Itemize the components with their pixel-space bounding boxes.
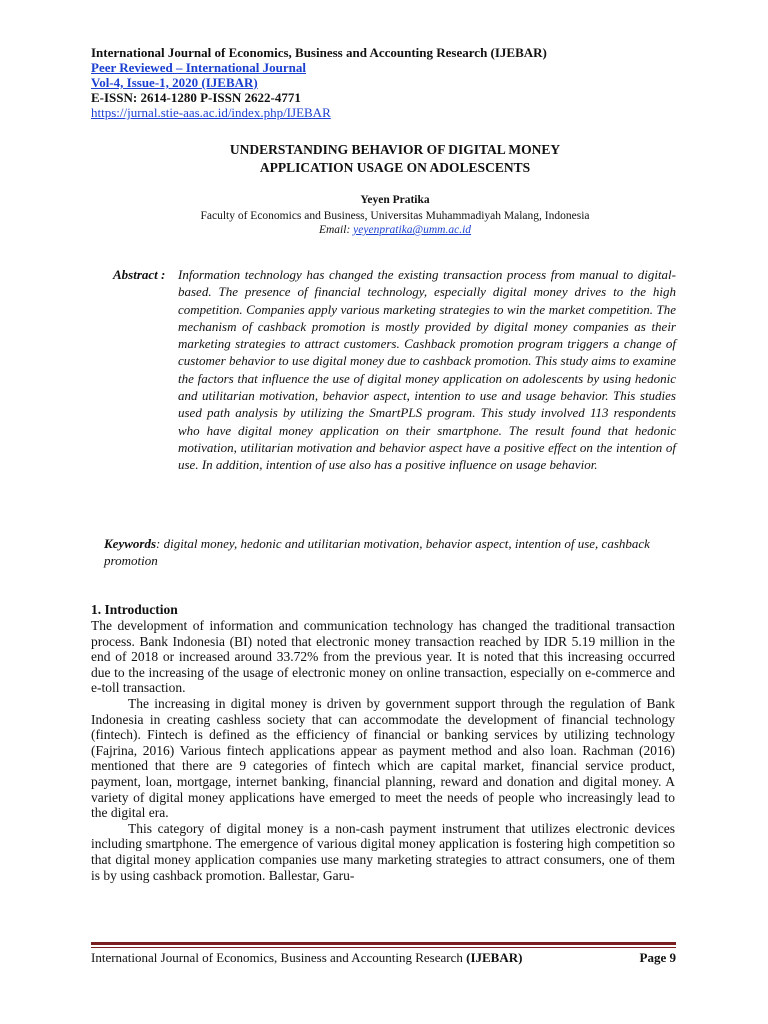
peer-reviewed-link[interactable]: Peer Reviewed – International Journal <box>91 60 306 75</box>
keywords-label: Keywords <box>104 536 156 551</box>
footer-journal-abbr: (IJEBAR) <box>466 950 523 965</box>
paper-title <box>90 141 700 177</box>
author-affiliation: Faculty of Economics and Business, Universitas Muhammadiyah Malang, Indonesia <box>200 210 590 222</box>
abstract-label: Abstract : <box>113 267 166 282</box>
footer-journal-name: International Journal of Economics, Business and Accounting Research <box>91 950 467 965</box>
email-link[interactable]: yeyenpratika@umm.ac.id <box>353 224 472 236</box>
issn-line: E-ISSN: 2614-1280 P-ISSN 2622-4771 <box>91 90 301 105</box>
page-number: Page 9 <box>639 950 676 965</box>
email-label: Email: <box>318 224 354 236</box>
page-footer <box>91 950 676 966</box>
keywords-text: : digital money, hedonic and utilitarian motivation, behavior aspect, intention of use, cashback promotion <box>104 536 650 569</box>
paper-title-line-1: UNDERSTANDING BEHAVIOR OF DIGITAL MONEY <box>229 142 561 157</box>
author-name: Yeyen Pratika <box>360 194 430 206</box>
footer-divider <box>91 942 676 945</box>
abstract-text: Information technology has changed the existing transaction process from manual to digital-based. The presence of financial technology, especially digital money drives to the high competition. Companies apply various marketing strategies to win the market competition. The mechanism of cashback promotion is mostly provided by digital money companies as their marketing strategies to attract customers. Cashback promotion program triggers a change of customer behavior to use digital money due to cashback promotion. This study aims to examine the factors that influence the use of digital money application on adolescents by using hedonic and utilitarian motivation, behavior aspect, intention to use and usage behavior. This studies used path analysis by utilizing the SmartPLS program. This study involved 113 respondents who have digital money application on their smartphone. The result found that hedonic motivation, utilitarian motivation and behavior aspect have a positive effect on the intention of use. In addition, intention of use also has a positive influence on usage behavior. <box>178 267 676 473</box>
journal-url-link[interactable]: https://jurnal.stie-aas.ac.id/index.php/IJEBAR <box>91 105 331 120</box>
paragraph: The increasing in digital money is driven by government support through the regulation of Bank Indonesia in creating cashless society that can accommodate the development of financial technology (fintech). Fintech is defined as the efficiency of financial or banking services by utilizing technology (Fajrina, 2016) Various fintech applications appear as payment method and also loan. Rachman (2016) mentioned that there are 9 categories of fintech which are capital market, financial service product, payment, loan, mortgage, internet banking, financial planning, reward and donation and digital money. A variety of digital money applications have emerged to meet the needs of people who increasingly lead to the digital era. <box>91 695 675 821</box>
footer-journal <box>91 950 522 966</box>
journal-header <box>91 45 691 120</box>
section-heading-introduction: 1. Introduction <box>91 602 178 617</box>
journal-name: International Journal of Economics, Business and Accounting Research (IJEBAR) <box>91 45 547 60</box>
footer-divider-thin <box>91 947 676 948</box>
paragraph: This category of digital money is a non-cash payment instrument that utilizes electronic devices including smartphone. The emergence of various digital money application is fostering high competition so that digital money application companies use many marketing strategies to attract consumers, one of them is by using cashback promotion. Ballestar, Garu- <box>91 820 675 883</box>
volume-link[interactable]: Vol-4, Issue-1, 2020 (IJEBAR) <box>91 75 258 90</box>
paragraph: The development of information and communication technology has changed the traditional transaction process. Bank Indonesia (BI) noted that electronic money transaction reached by IDR 5.19 million in the end of 2018 or increased around 33.72% from the previous year. It is noted that this increasing occurred due to the increasing of the usage of electronic money on online transaction, especially on e-commerce and e-toll transaction. <box>91 618 675 696</box>
keywords <box>104 535 676 570</box>
introduction-body <box>91 618 675 883</box>
paper-title-line-2: APPLICATION USAGE ON ADOLESCENTS <box>259 160 531 175</box>
author-email-line <box>90 224 700 236</box>
